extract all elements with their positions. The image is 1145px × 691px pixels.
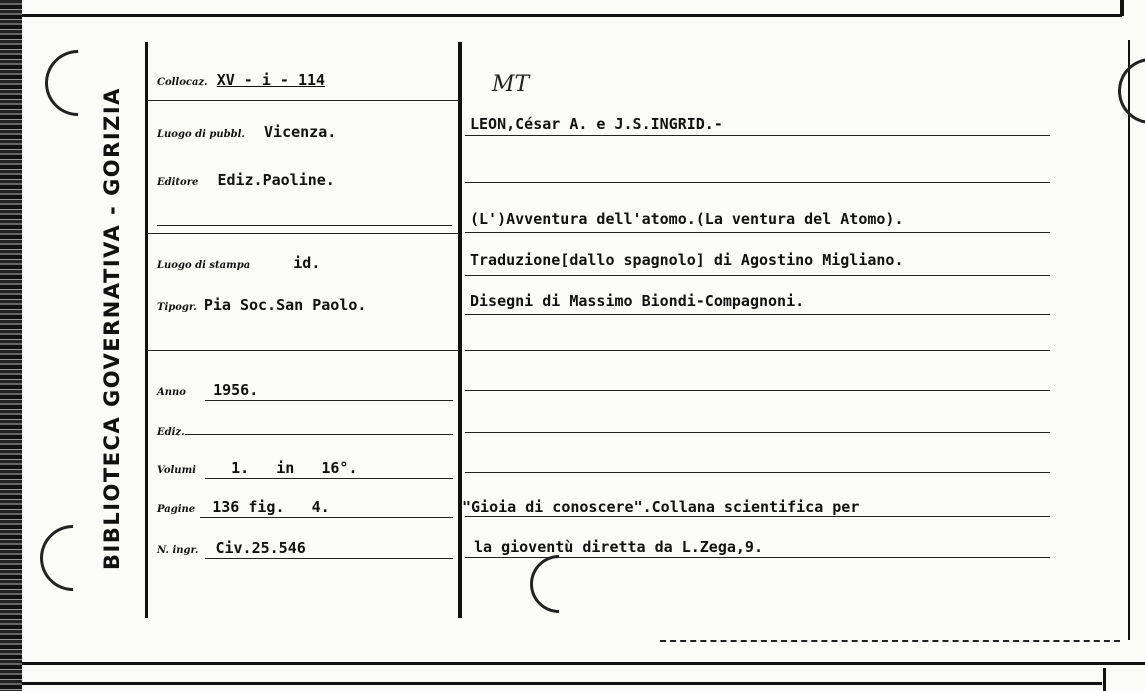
field-collocazione <box>157 70 325 89</box>
blank-line <box>157 225 452 226</box>
entry-translator-line: Traduzione[dallo spagnolo] di Agostino Migliano. <box>470 251 904 269</box>
field-line <box>185 434 453 435</box>
right-edge <box>1128 40 1130 640</box>
field-label: N. ingr. <box>157 545 199 556</box>
entry-illustrator-line: Disegni di Massimo Biondi-Compagnoni. <box>470 292 805 310</box>
card-edge <box>0 0 22 691</box>
field-value: 1956. <box>213 381 259 399</box>
field-pagine <box>157 497 330 516</box>
stamp-mark: MT <box>492 72 530 97</box>
field-label: Luogo di stampa <box>157 260 251 271</box>
field-label: Luogo di pubbl. <box>157 129 245 140</box>
ruled-line <box>465 232 1050 233</box>
field-label: Anno <box>157 387 186 398</box>
field-tipografia <box>157 295 366 314</box>
field-numero-ingresso <box>157 538 306 557</box>
field-label: Volumi <box>157 465 196 476</box>
ruled-line <box>465 182 1050 183</box>
field-anno <box>157 380 258 399</box>
field-value: Vicenza. <box>264 123 337 141</box>
column-rule-left <box>145 42 148 618</box>
top-right-tick <box>1120 0 1124 16</box>
field-label: Pagine <box>157 504 196 515</box>
entry-author: LEON,César A. e J.S.INGRID.- <box>470 115 723 133</box>
entry-series-editor-line: la gioventù diretta da L.Zega,9. <box>474 538 763 556</box>
field-value: XV - i - 114 <box>216 71 326 89</box>
column-rule-middle <box>458 42 462 618</box>
entry-series-line: "Gioia di conoscere".Collana scientifica per <box>462 498 860 516</box>
field-luogo-stampa <box>157 253 320 272</box>
section-divider <box>148 350 458 351</box>
ruled-line <box>465 275 1050 276</box>
field-value: Ediz.Paoline. <box>217 171 335 189</box>
field-luogo-pubbl <box>157 122 336 141</box>
field-label: Editore <box>157 177 199 188</box>
field-volumi <box>157 458 358 477</box>
bottom-border <box>22 662 1145 665</box>
ruled-line <box>465 432 1050 433</box>
field-label: Collocaz. <box>157 77 208 88</box>
bottom-border-2 <box>22 682 1102 685</box>
field-label: Ediz. <box>157 427 185 438</box>
bottom-right-tick <box>1103 668 1106 691</box>
library-name: BIBLIOTECA GOVERNATIVA - GORIZIA <box>100 87 124 570</box>
ruled-line <box>465 557 1050 558</box>
punch-hole-right <box>1104 44 1145 137</box>
field-line <box>205 478 453 479</box>
field-value: Civ.25.546 <box>215 539 306 557</box>
section-divider <box>148 100 458 101</box>
field-line <box>200 517 453 518</box>
field-line <box>205 400 453 401</box>
field-value: 136 fig. 4. <box>212 498 330 516</box>
ruled-line <box>465 390 1050 391</box>
field-value: id. <box>293 254 321 272</box>
top-border <box>22 14 1122 17</box>
ruled-line <box>465 516 1050 517</box>
bottom-dashed-rule <box>660 640 1120 642</box>
field-line <box>205 558 453 559</box>
field-edizione <box>157 420 185 439</box>
ruled-line <box>465 314 1050 315</box>
field-label: Tipogr. <box>157 302 197 313</box>
ruled-line <box>465 350 1050 351</box>
ruled-line <box>465 472 1050 473</box>
ruled-line <box>465 135 1050 136</box>
field-value: 1. in 16°. <box>231 459 358 477</box>
field-value: Pia Soc.San Paolo. <box>203 296 367 314</box>
entry-title-line: (L')Avventura dell'atomo.(La ventura del Atomo). <box>470 210 904 228</box>
section-divider <box>148 233 458 234</box>
field-editore <box>157 170 335 189</box>
